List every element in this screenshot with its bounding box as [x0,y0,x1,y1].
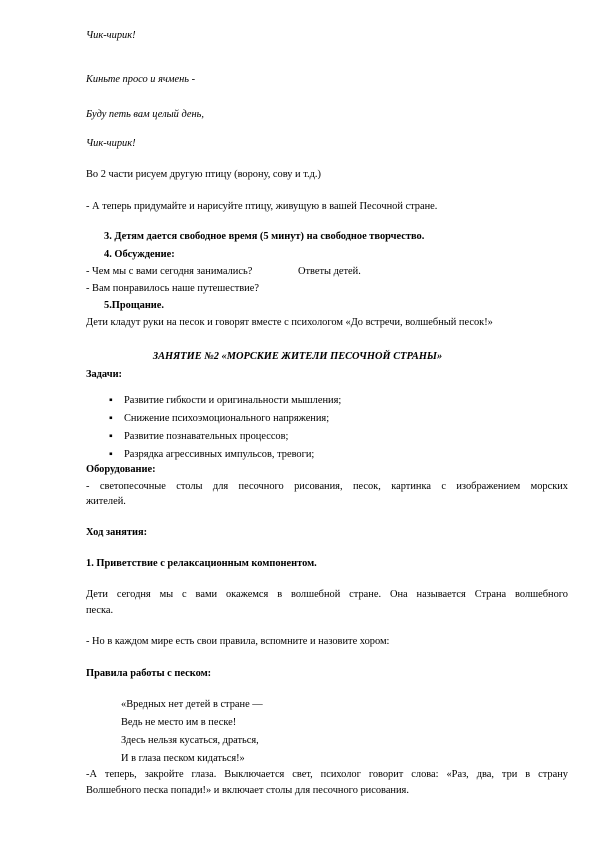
paragraph-line: - светопесочные столы для песочного рисования, песок, картинка с изображением морских [86,481,568,492]
poem-line: Ведь не место им в песке! [121,717,237,728]
question: - Вам понравилось наше путешествие? [86,283,259,294]
paragraph: - Но в каждом мире есть свои правила, вспомните и назовите хором: [86,636,390,647]
poem-line: Киньте просо и ячмень - [86,74,196,85]
question: - Чем мы с вами сегодня занимались? [86,266,253,277]
bullet-icon: ▪ [109,431,113,442]
section-heading: Правила работы с песком: [86,668,212,679]
section-heading: Задачи: [86,369,123,380]
paragraph-line: жителей. [86,496,126,507]
poem-line: Буду петь вам целый день, [86,109,204,120]
list-item-text: Развитие гибкости и оригинальности мышления; [124,395,342,406]
poem-line: И в глаза песком кидаться!» [121,753,245,764]
list-item-text: Развитие познавательных процессов; [124,431,289,442]
section-heading: Оборудование: [86,464,156,475]
step-heading: 5.Прощание. [104,300,164,311]
list-item-text: Снижение психоэмоционального напряжения; [124,413,330,424]
section-heading: Ход занятия: [86,527,148,538]
paragraph: - А теперь придумайте и нарисуйте птицу, живущую в вашей Песочной стране. [86,201,438,212]
step-heading: 4. Обсуждение: [104,249,175,260]
lesson-title: ЗАНЯТИЕ №2 «МОРСКИЕ ЖИТЕЛИ ПЕСОЧНОЙ СТРАНЫ» [152,351,443,362]
paragraph-line: -А теперь, закройте глаза. Выключается свет, психолог говорит слова: «Раз, два, три в страну [86,769,568,780]
poem-line: Здесь нельзя кусаться, драться, [121,735,259,746]
answer: Ответы детей. [298,266,361,277]
paragraph: Дети кладут руки на песок и говорят вместе с психологом «До встречи, волшебный песок!» [86,317,493,328]
bullet-icon: ▪ [109,449,113,460]
paragraph: Во 2 части рисуем другую птицу (ворону, сову и т.д.) [86,169,321,180]
paragraph-line: Дети сегодня мы с вами окажемся в волшебной стране. Она называется Страна волшебного [86,589,568,600]
paragraph-line: Волшебного песка попади!» и включает столы для песочного рисования. [86,785,409,796]
step-heading: 1. Приветствие с релаксационным компонентом. [86,558,317,569]
paragraph-line: песка. [86,605,114,616]
poem-line: «Вредных нет детей в стране — [121,699,263,710]
list-item-text: Разрядка агрессивных импульсов, тревоги; [124,449,315,460]
bullet-icon: ▪ [109,413,113,424]
bullet-icon: ▪ [109,395,113,406]
step-heading: 3. Детям дается свободное время (5 минут) на свободное творчество. [104,231,425,242]
poem-line: Чик-чирик! [86,138,136,149]
poem-line: Чик-чирик! [86,30,136,41]
